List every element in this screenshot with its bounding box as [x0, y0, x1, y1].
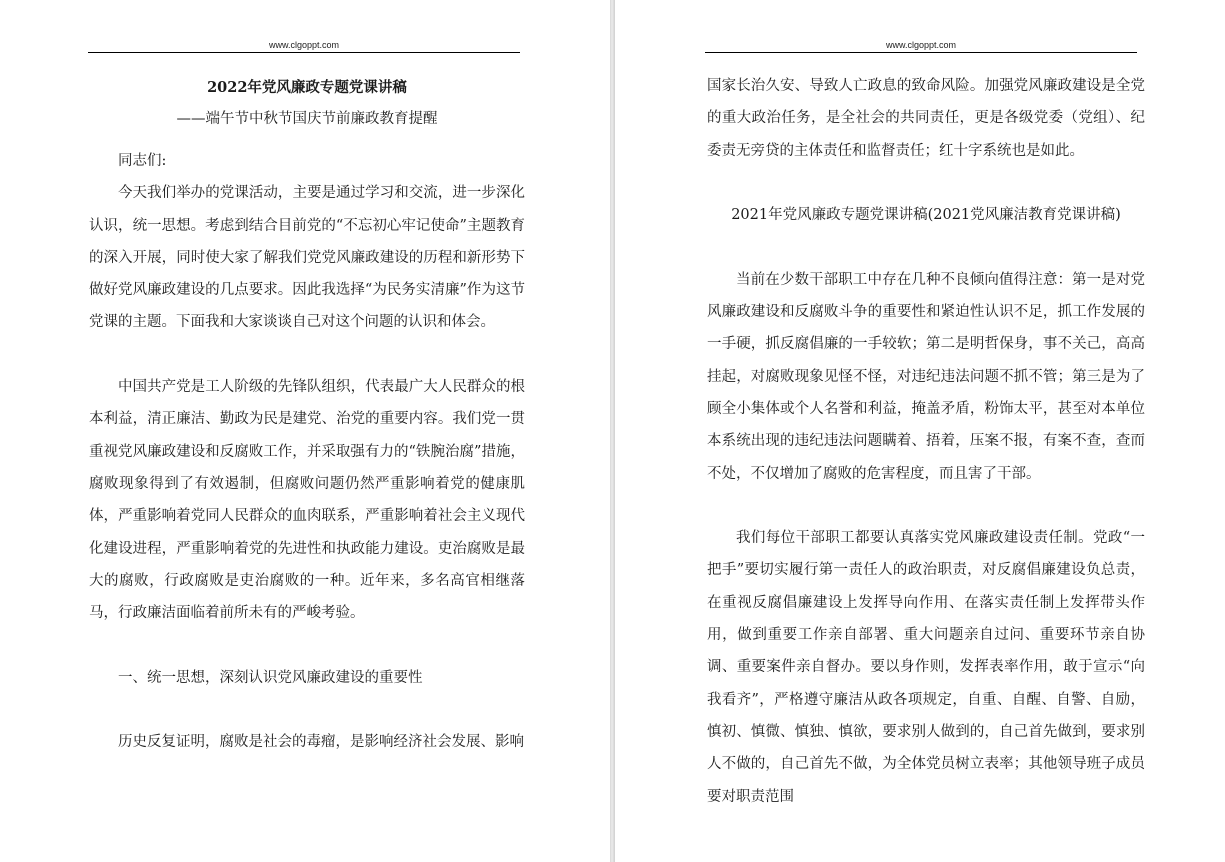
page-header-url: www.clgoppt.com — [268, 40, 340, 50]
header-divider — [705, 52, 1137, 53]
document-page-right — [615, 0, 1225, 862]
section-heading: 2021年党风廉政专题党课讲稿(2021党风廉洁教育党课讲稿) — [731, 207, 1121, 224]
document-title: 2022年党风廉政专题党课讲稿 — [207, 79, 407, 96]
paragraph: 当前在少数干部职工中存在几种不良倾向值得注意：第一是对党风廉政建设和反腐败斗争的重要性和紧迫性认识不足，抓工作发展的一手硬，抓反腐倡廉的一手较软；第二是明哲保身，事不关己，高高挂起，对腐败现象见怪不怪，对违纪违法问题不抓不管；第三是为了顾全小集体或个人名誉和利益，掩盖矛盾，粉饰太平，甚至对本单位本系统出现的违纪违法问题瞒着、捂着，压案不报，有案不查，查而不处，不仅增加了腐败的危害程度，而且害了干部。 — [707, 271, 1145, 482]
blank-line — [707, 167, 1145, 199]
header-divider — [88, 52, 520, 53]
document-page-left — [0, 0, 610, 862]
greeting: 同志们: — [118, 153, 167, 169]
paragraph: 历史反复证明，腐败是社会的毒瘤，是影响经济社会发展、影响 — [118, 734, 524, 751]
paragraph: 今天我们举办的党课活动，主要是通过学习和交流，进一步深化认识，统一思想。考虑到结合目前党的“不忘初心牢记使命”主题教育的深入开展，同时使大家了解我们党党风廉政建设的历程和新形势下做好党风廉政建设的几点要求。因此我选择“为民务实清廉”作为这节党课的主题。下面我和大家谈谈自己对这个问题的认识和体会。 — [89, 185, 525, 331]
blank-line — [89, 629, 525, 661]
page-header-url: www.clgoppt.com — [885, 40, 957, 50]
document-subtitle: ——端午节中秋节国庆节前廉政教育提醒 — [176, 111, 438, 127]
blank-line — [89, 694, 525, 726]
page-content — [707, 70, 1145, 813]
blank-line — [707, 231, 1145, 263]
blank-line — [89, 339, 525, 371]
paragraph: 中国共产党是工人阶级的先锋队组织，代表最广大人民群众的根本利益，清正廉洁、勤政为民是建党、治党的重要内容。我们党一贯重视党风廉政建设和反腐败工作，并采取强有力的“铁腕治腐”措施，腐败现象得到了有效遏制，但腐败问题仍然严重影响着党的健康肌体，严重影响着党同人民群众的血肉联系，严重影响着社会主义现代化建设进程，严重影响着党的先进性和执政能力建设。吏治腐败是最大的腐败，行政腐败是吏治腐败的一种。近年来，多名高官相继落马，行政廉洁面临着前所未有的严峻考验。 — [89, 379, 525, 622]
blank-line — [707, 490, 1145, 522]
section-heading: 一、统一思想，深刻认识党风廉政建设的重要性 — [118, 669, 423, 686]
paragraph: 国家长治久安、导致人亡政息的致命风险。加强党风廉政建设是全党的重大政治任务，是全社会的共同责任，更是各级党委（党组）、纪委责无旁贷的主体责任和监督责任；红十字系统也是如此。 — [707, 78, 1145, 159]
paragraph: 我们每位干部职工都要认真落实党风廉政建设责任制。党政“一把手”要切实履行第一责任人的政治职责，对反腐倡廉建设负总责，在重视反腐倡廉建设上发挥导向作用、在落实责任制上发挥带头作用，做到重要工作亲自部署、重大问题亲自过问、重要环节亲自协调、重要案件亲自督办。要以身作则，发挥表率作用，敢于宣示“向我看齐”，严格遵守廉洁从政各项规定，自重、自醒、自警、自励，慎初、慎微、慎独、慎欲，要求别人做到的，自己首先做到，要求别人不做的，自己首先不做，为全体党员树立表率；其他领导班子成员要对职责范围 — [707, 530, 1145, 805]
page-content — [89, 70, 525, 759]
